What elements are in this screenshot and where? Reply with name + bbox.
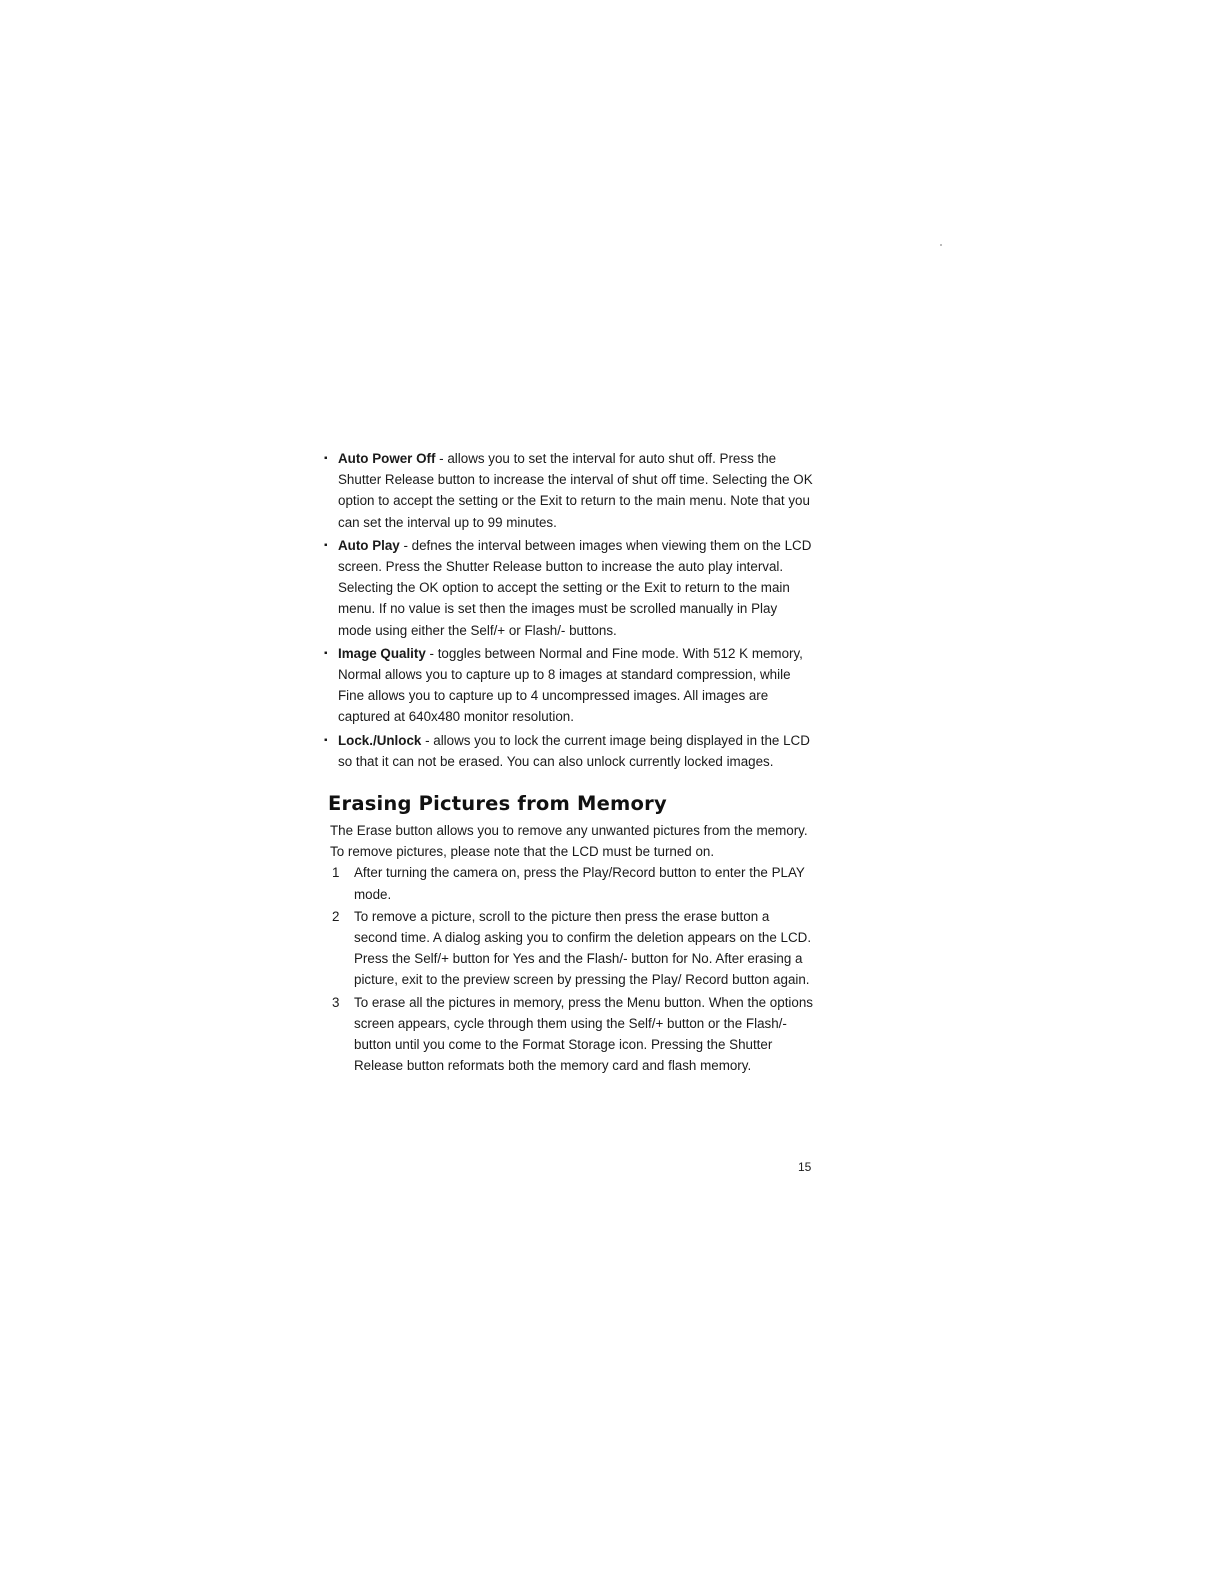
bullet-term: Auto Power Off — [338, 451, 436, 466]
scan-speck — [940, 244, 942, 246]
step-number: 3 — [332, 994, 340, 1010]
bullet-auto-power-off — [322, 448, 814, 533]
step-item — [330, 906, 814, 991]
step-item — [330, 862, 814, 904]
bullet-term: Lock./Unlock — [338, 732, 422, 748]
step-text: After turning the camera on, press the Play/Record button to enter the PLAY mode. — [354, 865, 805, 902]
step-text: To erase all the pictures in memory, press the Menu button. When the options screen appears, cycle through them using the Self/+ button or the Flash/- button until you come to the Format Storage icon. Pressing the Shutter Release button reformats both the memory card and flash memory. — [354, 994, 813, 1074]
bullet-text: - defnes the interval between images when viewing them on the LCD screen. Press the Shutter Release button to increase the auto play interval. Selecting the OK option to accept the setting or the Exit to return to the main menu. If no value is set then the images must be scrolled manually in Play mode using either the Self/+ or Flash/- buttons. — [338, 537, 812, 638]
step-text: To remove a picture, scroll to the picture then press the erase button a second time. A dialog asking you to confirm the deletion appears on the LCD. Press the Self/+ button for Yes and the Flash/- button for No. After erasing a picture, exit to the preview screen by pressing the Play/ Record button again. — [354, 908, 812, 988]
settings-bullet-list — [322, 448, 814, 772]
page-content — [322, 448, 814, 1077]
bullet-auto-play — [322, 535, 814, 641]
section-heading: Erasing Pictures from Memory — [328, 792, 667, 816]
bullet-text: - allows you to set the interval for auto shut off. Press the Shutter Release button to increase the interval of shut off time. Selecting the OK option to accept the setting or the Exit to return to the main menu. Note that you can set the interval up to 99 minutes. — [338, 451, 813, 530]
bullet-term: Image Quality — [338, 645, 426, 661]
erase-steps-list — [322, 862, 814, 1076]
bullet-text: - allows you to lock the current image being displayed in the LCD so that it can not be erased. You can also unlock currently locked images. — [338, 732, 810, 769]
step-item — [330, 992, 814, 1077]
page-number: 15 — [798, 1160, 812, 1174]
bullet-text: - toggles between Normal and Fine mode. With 512 K memory, Normal allows you to capture up to 8 images at standard compression, while Fine allows you to capture up to 4 uncompressed images. All images are captured at 640x480 monitor resolution. — [338, 645, 803, 725]
section-intro: The Erase button allows you to remove any unwanted pictures from the memory. To remove pictures, please note that the LCD must be turned on. — [330, 823, 808, 860]
step-number: 1 — [332, 865, 340, 881]
step-number: 2 — [332, 908, 340, 924]
bullet-image-quality — [322, 643, 814, 728]
bullet-lock-unlock — [322, 730, 814, 772]
bullet-term: Auto Play — [338, 537, 400, 553]
